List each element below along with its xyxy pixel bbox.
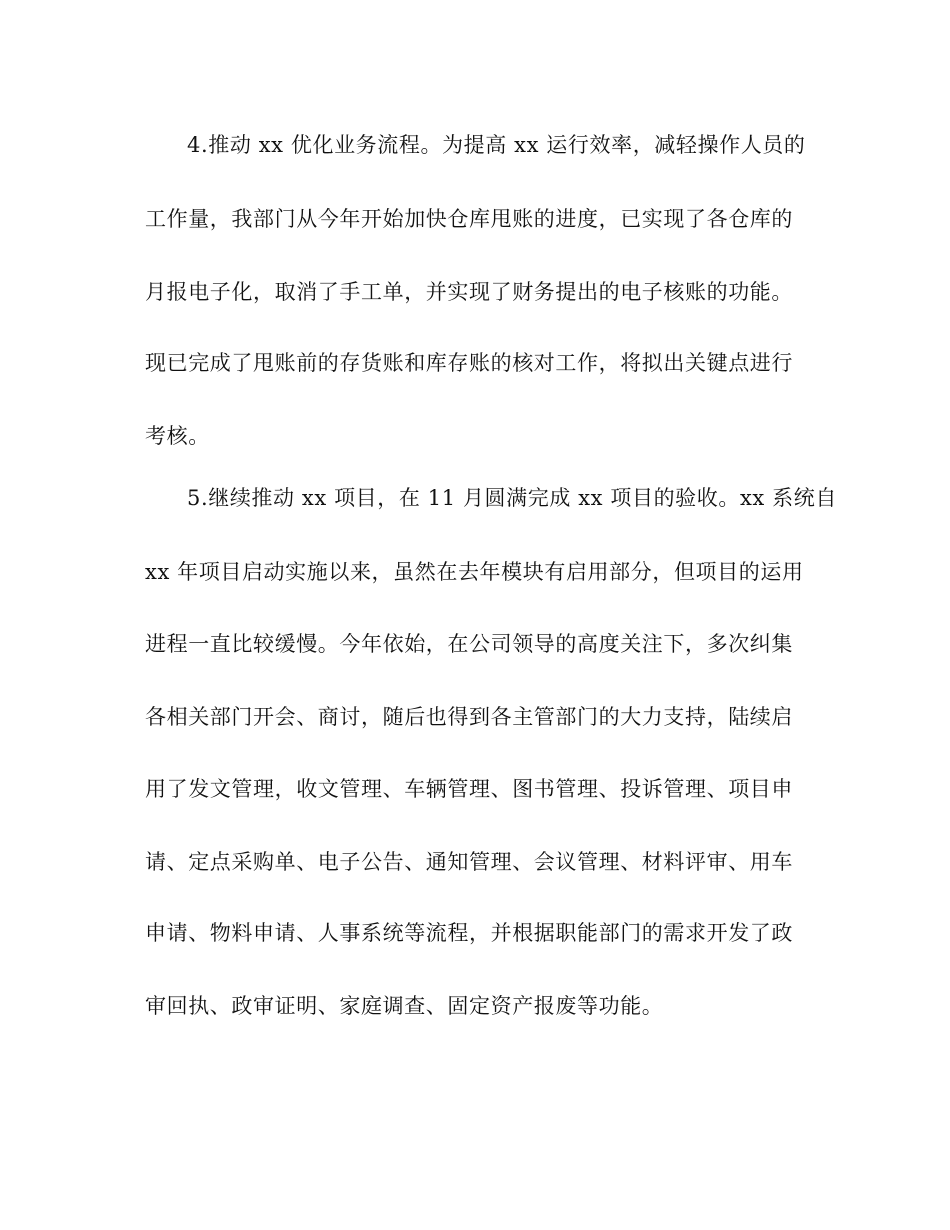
paragraph-line: 申请、物料申请、人事系统等流程，并根据职能部门的需求开发了政 bbox=[145, 921, 793, 945]
paragraph-line: 审回执、政审证明、家庭调查、固定资产报废等功能。 bbox=[145, 994, 664, 1018]
paragraph-line: 用了发文管理，收文管理、车辆管理、图书管理、投诉管理、项目申 bbox=[145, 777, 793, 801]
paragraph-line: 进程一直比较缓慢。今年依始，在公司领导的高度关注下，多次纠集 bbox=[145, 632, 793, 656]
paragraph-line: 4.推动 xx 优化业务流程。为提高 xx 运行效率，减轻操作人员的 bbox=[187, 133, 806, 157]
paragraph-line: 各相关部门开会、商讨，随后也得到各主管部门的大力支持，陆续启 bbox=[145, 705, 793, 729]
paragraph-line: 请、定点采购单、电子公告、通知管理、会议管理、材料评审、用车 bbox=[145, 850, 793, 874]
paragraph-line: 现已完成了甩账前的存货账和库存账的核对工作，将拟出关键点进行 bbox=[145, 351, 793, 375]
paragraph-line: 5.继续推动 xx 项目，在 11 月圆满完成 xx 项目的验收。xx 系统自 bbox=[187, 486, 837, 510]
paragraph-line: 工作量，我部门从今年开始加快仓库甩账的进度，已实现了各仓库的 bbox=[145, 207, 793, 231]
paragraph-line: 月报电子化，取消了手工单，并实现了财务提出的电子核账的功能。 bbox=[145, 280, 793, 304]
paragraph-line: xx 年项目启动实施以来，虽然在去年模块有启用部分，但项目的运用 bbox=[145, 560, 804, 584]
paragraph-line: 考核。 bbox=[145, 424, 210, 448]
